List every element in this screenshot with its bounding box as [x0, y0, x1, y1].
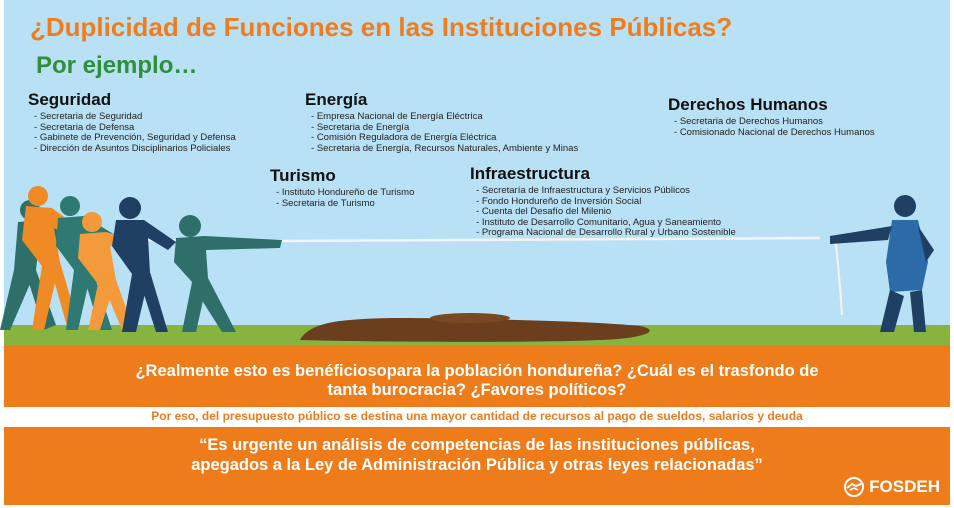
category-heading: Derechos Humanos — [668, 95, 828, 114]
quote-band — [4, 427, 950, 505]
opponent-figure — [830, 195, 934, 332]
category-energia — [305, 90, 578, 154]
list-item: - Comisionado Nacional de Derechos Humanos — [674, 128, 875, 139]
question-line-1: ¿Realmente esto es benéficiosopara la población hondureña? ¿Cuál es el trasfondo de — [135, 362, 819, 380]
list-item: - Secretaria de Defensa — [34, 123, 236, 134]
question-text — [4, 362, 950, 400]
list-item: - Dirección de Asuntos Disciplinarios Policiales — [34, 144, 236, 155]
institution-list — [305, 112, 578, 154]
category-heading: Seguridad — [28, 90, 112, 109]
category-heading: Energía — [305, 90, 368, 109]
list-item: - Secretaria de Energía — [311, 123, 578, 134]
list-item: - Instituto de Desarrollo Comunitario, Agua y Saneamiento — [476, 218, 736, 229]
question-line-2: tanta burocracia? ¿Favores políticos? — [327, 381, 627, 399]
list-item: - Programa Nacional de Desarrollo Rural y Urbano Sostenible — [476, 228, 736, 239]
question-band — [4, 345, 950, 407]
institution-list — [28, 112, 236, 154]
quote-text — [4, 435, 950, 475]
quote-line-2: apegados a la Ley de Administración Pública y otras leyes relacionadas” — [191, 456, 763, 474]
team-figure-6 — [174, 215, 282, 332]
fosdeh-logo — [842, 477, 940, 497]
list-item: - Secretaria de Turismo — [276, 199, 414, 210]
budget-note: Por eso, del presupuesto público se destina una mayor cantidad de recursos al pago de sueldos, salarios y deuda — [151, 409, 803, 423]
page-subtitle: Por ejemplo… — [36, 52, 198, 79]
category-turismo — [270, 166, 414, 209]
category-derechos-humanos — [668, 95, 875, 138]
list-item: - Gabinete de Prevención, Seguridad y Defensa — [34, 133, 236, 144]
list-item: - Comisión Reguladora de Energía Eléctrica — [311, 133, 578, 144]
mud-splash — [430, 313, 510, 323]
category-heading: Infraestructura — [470, 164, 590, 183]
page-title: ¿Duplicidad de Funciones en las Instituciones Públicas? — [30, 12, 733, 42]
category-seguridad — [28, 90, 236, 154]
quote-line-1: “Es urgente un análisis de competencias de las instituciones públicas, — [199, 436, 755, 454]
list-item: - Instituto Hondureño de Turismo — [276, 188, 414, 199]
list-item: - Empresa Nacional de Energía Eléctrica — [311, 112, 578, 123]
list-item: - Secretaria de Seguridad — [34, 112, 236, 123]
category-heading: Turismo — [270, 166, 336, 185]
institution-list — [470, 186, 736, 239]
rope-tail-right — [835, 238, 842, 315]
list-item: - Secretaria de Energía, Recursos Naturales, Ambiente y Minas — [311, 144, 578, 155]
handshake-icon — [842, 477, 866, 497]
list-item: - Cuenta del Desafío del Milenio — [476, 207, 736, 218]
institution-list — [668, 117, 875, 138]
list-item: - Fondo Hondureño de Inversión Social — [476, 197, 736, 208]
list-item: - Secretaría de Infraestructura y Servicios Públicos — [476, 186, 736, 197]
list-item: - Secretaria de Derechos Humanos — [674, 117, 875, 128]
category-infraestructura — [470, 164, 736, 239]
institution-list — [270, 188, 414, 209]
logo-text: FOSDEH — [869, 477, 940, 496]
